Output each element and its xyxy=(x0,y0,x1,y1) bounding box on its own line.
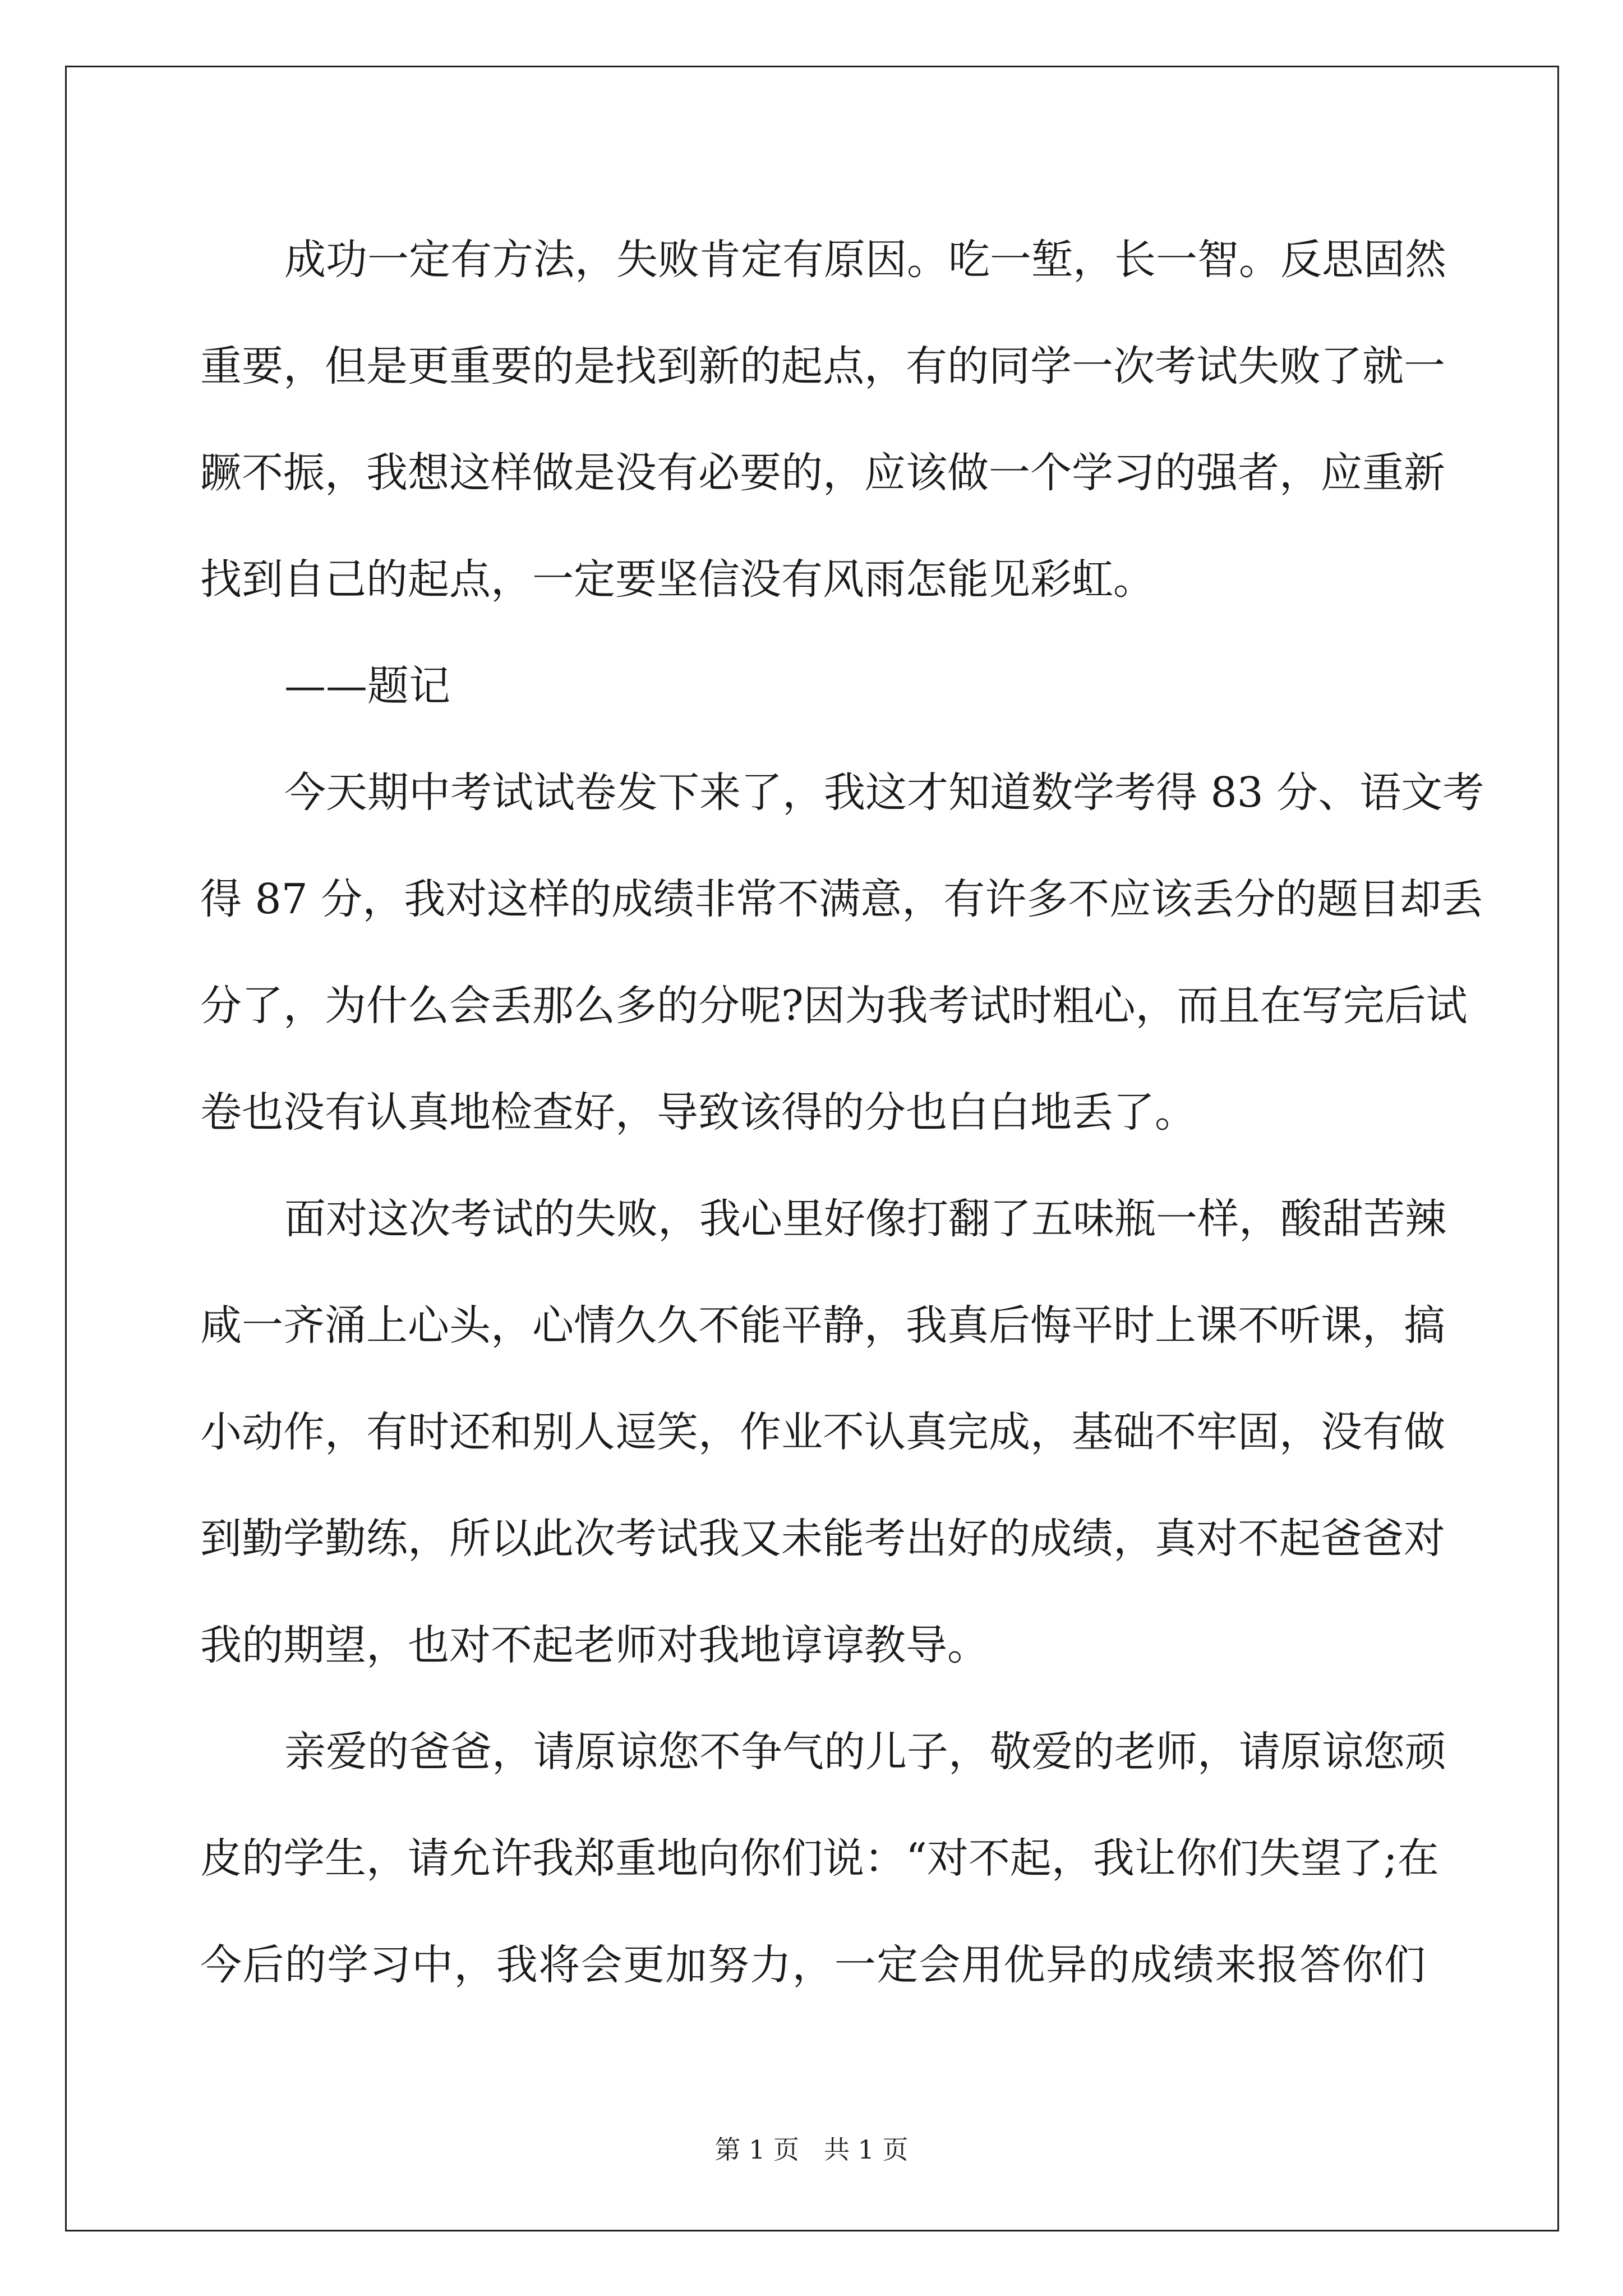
paragraph-line: 我的期望，也对不起老师对我地谆谆教导。 xyxy=(200,1621,989,1669)
paragraph-line: 今天期中考试试卷发下来了，我这才知道数学考得 83 分、语文考 xyxy=(284,769,1484,817)
paragraph-line: 成功一定有方法，失败肯定有原因。吃一堑，长一智。反思固然 xyxy=(284,236,1446,284)
paragraph-line: 咸一齐涌上心头，心情久久不能平静，我真后悔平时上课不听课，搞 xyxy=(200,1301,1445,1350)
paragraph-line: 分了，为什么会丢那么多的分呢?因为我考试时粗心，而且在写完后试 xyxy=(200,982,1468,1030)
paragraph-line: 重要，但是更重要的是找到新的起点，有的同学一次考试失败了就一 xyxy=(200,342,1445,390)
page-footer xyxy=(0,2133,1623,2166)
paragraph-line: 小动作，有时还和别人逗笑，作业不认真完成，基础不牢固，没有做 xyxy=(200,1408,1445,1456)
paragraph-line: 亲爱的爸爸，请原谅您不争气的儿子，敬爱的老师，请原谅您顽 xyxy=(284,1728,1446,1776)
document-body xyxy=(200,206,1484,2018)
epigraph-signature: ——题记 xyxy=(284,662,450,710)
paragraph-line: 皮的学生，请允许我郑重地向你们说：“对不起，我让你们失望了;在 xyxy=(200,1834,1439,1883)
paragraph-line: 找到自己的起点，一定要坚信没有风雨怎能见彩虹。 xyxy=(200,555,1155,604)
page-total: 共 1 页 xyxy=(824,2134,909,2165)
paragraph-line: 蹶不振，我想这样做是没有必要的，应该做一个学习的强者，应重新 xyxy=(200,449,1445,497)
paragraph-line: 到勤学勤练，所以此次考试我又未能考出好的成绩，真对不起爸爸对 xyxy=(200,1515,1445,1563)
page-number: 第 1 页 xyxy=(714,2134,799,2165)
paragraph-line: 今后的学习中，我将会更加努力，一定会用优异的成绩来报答你们 xyxy=(200,1941,1426,1989)
paragraph-line: 卷也没有认真地检查好，导致该得的分也白白地丢了。 xyxy=(200,1088,1196,1137)
paragraph-line: 得 87 分，我对这样的成绩非常不满意，有许多不应该丢分的题目却丢 xyxy=(200,875,1483,923)
paragraph-line: 面对这次考试的失败，我心里好像打翻了五味瓶一样，酸甜苦辣 xyxy=(284,1195,1446,1243)
